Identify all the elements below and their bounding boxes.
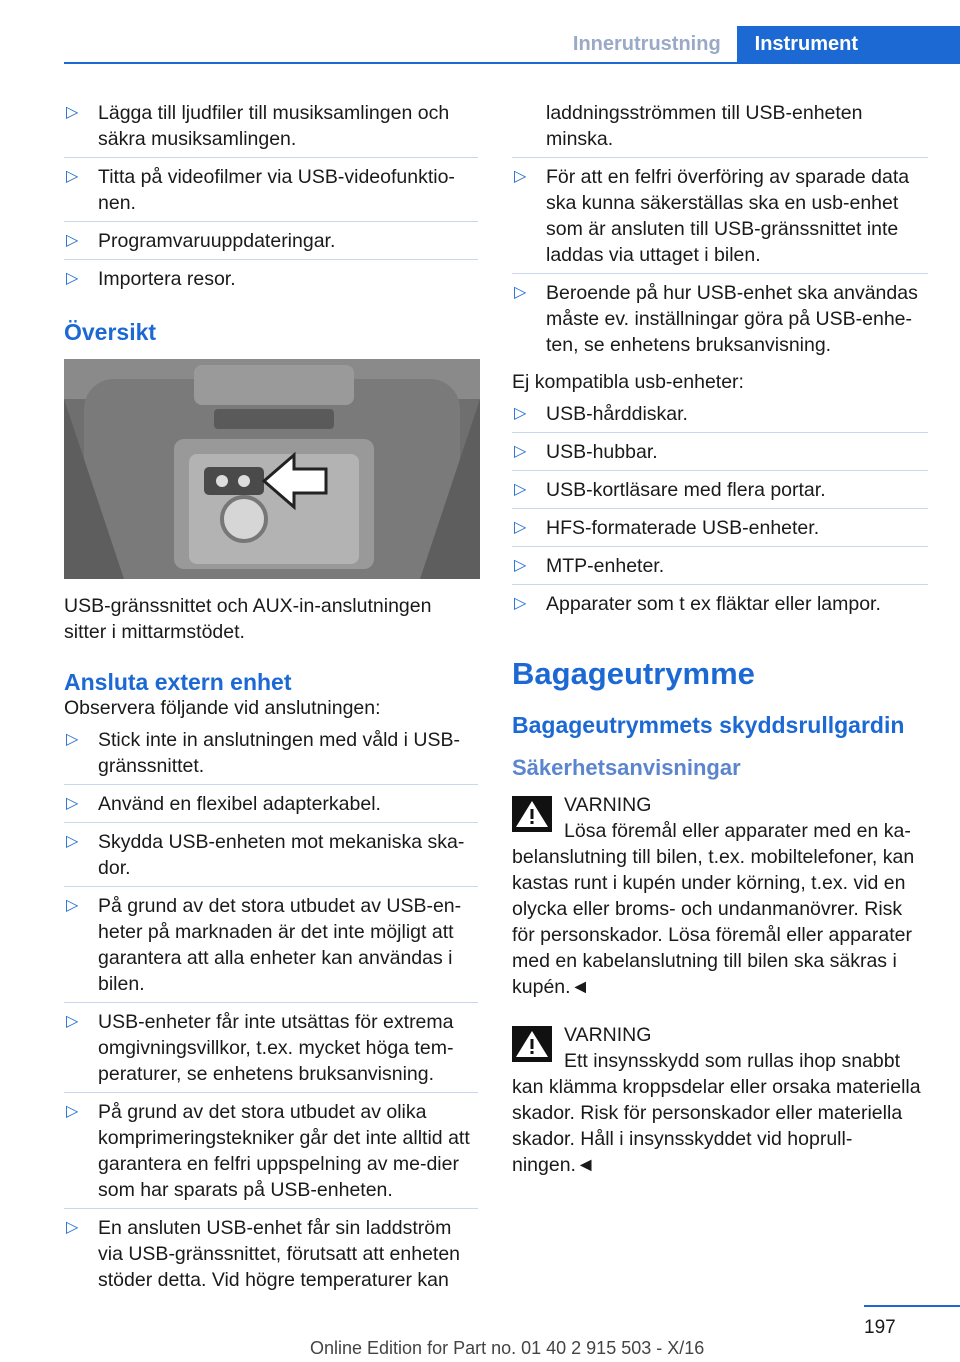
heading-skyddsrullgardin: Bagageutrymmets skyddsrullgardin — [512, 712, 905, 738]
list-item: ▷ USB-kortläsare med flera portar. — [512, 477, 928, 509]
triangle-bullet-icon: ▷ — [514, 168, 527, 185]
list-item: ▷ På grund av det stora utbudet av USB-en-heter på marknaden är det inte möjligt att garantera att alla enheter kan användas i bilen. — [64, 893, 478, 1003]
triangle-bullet-icon: ▷ — [66, 833, 79, 850]
list-item: ▷ Programvaruuppdateringar. — [64, 228, 478, 260]
usb-interface-photo — [64, 359, 480, 579]
triangle-bullet-icon: ▷ — [66, 1013, 79, 1030]
triangle-bullet-icon: ▷ — [66, 897, 79, 914]
list-item: ▷ MTP-enheter. — [512, 553, 928, 585]
edition-text: Online Edition for Part no. 01 40 2 915 503 - X/16 — [310, 1338, 705, 1358]
triangle-bullet-icon: ▷ — [514, 595, 527, 612]
transfer-list — [512, 164, 928, 363]
triangle-bullet-icon: ▷ — [514, 284, 527, 301]
list-item: ▷ Importera resor. — [66, 268, 236, 290]
list-item: ▷ HFS-formaterade USB-enheter. — [512, 515, 928, 547]
triangle-bullet-icon: ▷ — [514, 519, 527, 536]
triangle-bullet-icon: ▷ — [66, 795, 79, 812]
list-item: ▷ En ansluten USB-enhet får sin laddström via USB-gränssnittet, förutsatt att enheten stöder detta. Vid högre temperaturer kan — [66, 1217, 461, 1291]
heading-bagageutrymme: Bagageutrymme — [512, 656, 755, 691]
list-item: ▷ USB-enheter får inte utsättas för extrema omgivningsvillkor, t.ex. mycket höga tem-peraturer, se enhetens bruksanvisning. — [64, 1009, 478, 1093]
warning-triangle-icon — [512, 1026, 552, 1062]
feature-list — [64, 100, 478, 297]
list-item: ▷ Titta på videofilmer via USB-videofunktio-nen. — [64, 164, 478, 222]
list-item: ▷ Stick inte in anslutningen med våld i USB-gränssnittet. — [64, 727, 478, 785]
heading-ansluta: Ansluta extern enhet — [64, 669, 292, 695]
list-item: ▷ USB-hårddiskar. — [512, 401, 928, 433]
warning-text: Ett insynsskydd som rullas ihop snabbt kan klämma kroppsdelar eller orsaka materiella skador. Risk för personskador eller materiella skador. Håll i insynsskyddet vid hoprull-ningen.◄ — [512, 1050, 921, 1176]
warning-title: VARNING — [564, 1024, 652, 1046]
triangle-bullet-icon: ▷ — [66, 232, 79, 249]
list-item: ▷ För att en felfri överföring av sparade data ska kunna säkerställas ska en usb-enhet som är ansluten till USB-gränssnittet inte laddas via uttaget i bilen. — [512, 164, 928, 274]
triangle-bullet-icon: ▷ — [66, 168, 79, 185]
list-item: ▷ Beroende på hur USB-enhet ska användas måste ev. inställningar göra på USB-enhe-ten, se enhetens bruksanvisning. — [514, 282, 918, 356]
triangle-bullet-icon: ▷ — [514, 443, 527, 460]
triangle-bullet-icon: ▷ — [66, 270, 79, 287]
left-column — [64, 100, 478, 1304]
triangle-bullet-icon: ▷ — [514, 557, 527, 574]
header-tabs — [557, 26, 960, 62]
triangle-bullet-icon: ▷ — [514, 481, 527, 498]
warning-title: VARNING — [564, 794, 652, 816]
page-number: 197 — [864, 1317, 896, 1338]
header-rule — [64, 62, 960, 64]
triangle-bullet-icon: ▷ — [514, 405, 527, 422]
tab-instrument[interactable]: Instrument — [737, 26, 960, 62]
list-item: ▷ På grund av det stora utbudet av olika komprimeringstekniker går det inte alltid att garantera en felfri uppspelning av me-dier som har sparats på USB-enheten. — [64, 1099, 478, 1209]
continued-text: laddningsströmmen till USB-enheten minska. — [512, 100, 928, 158]
list-item: ▷ Lägga till ljudfiler till musiksamlingen och säkra musiksamlingen. — [64, 100, 478, 158]
footer-rule — [864, 1305, 960, 1307]
tab-innerutrustning[interactable]: Innerutrustning — [572, 33, 721, 55]
heading-sakerhetsanvisningar: Säkerhetsanvisningar — [512, 755, 741, 780]
photo-caption: USB-gränssnittet och AUX-in-anslutningen sitter i mittarmstödet. — [64, 595, 432, 643]
list-item: ▷ Skydda USB-enheten mot mekaniska ska-dor. — [64, 829, 478, 887]
list-item: ▷ Använd en flexibel adapterkabel. — [64, 791, 478, 823]
triangle-bullet-icon: ▷ — [66, 1103, 79, 1120]
triangle-bullet-icon: ▷ — [66, 731, 79, 748]
warning-triangle-icon — [512, 796, 552, 832]
warning-block — [512, 792, 928, 1000]
warning-text: Lösa föremål eller apparater med en ka-belanslutning till bilen, t.ex. mobiltelefoner, kan kastas runt i kupén under körning, t.ex. vid en olycka eller broms- och undanmanövrer. Risk för personskador. Lösa föremål eller apparater med en kabelanslutning till bilen ska säkras i kupén.◄ — [512, 820, 915, 998]
right-column — [512, 100, 928, 1200]
warning-block — [512, 1022, 928, 1178]
connection-list — [64, 727, 478, 1298]
incompatible-list — [512, 401, 928, 622]
list-item: ▷ USB-hubbar. — [512, 439, 928, 471]
triangle-bullet-icon: ▷ — [66, 104, 79, 121]
heading-oversikt: Översikt — [64, 319, 157, 345]
list-item: ▷ Apparater som t ex fläktar eller lampor. — [514, 593, 881, 615]
incompatible-intro: Ej kompatibla usb-enheter: — [512, 371, 744, 393]
triangle-bullet-icon: ▷ — [66, 1219, 79, 1236]
intro-text: Observera följande vid anslutningen: — [64, 697, 381, 719]
